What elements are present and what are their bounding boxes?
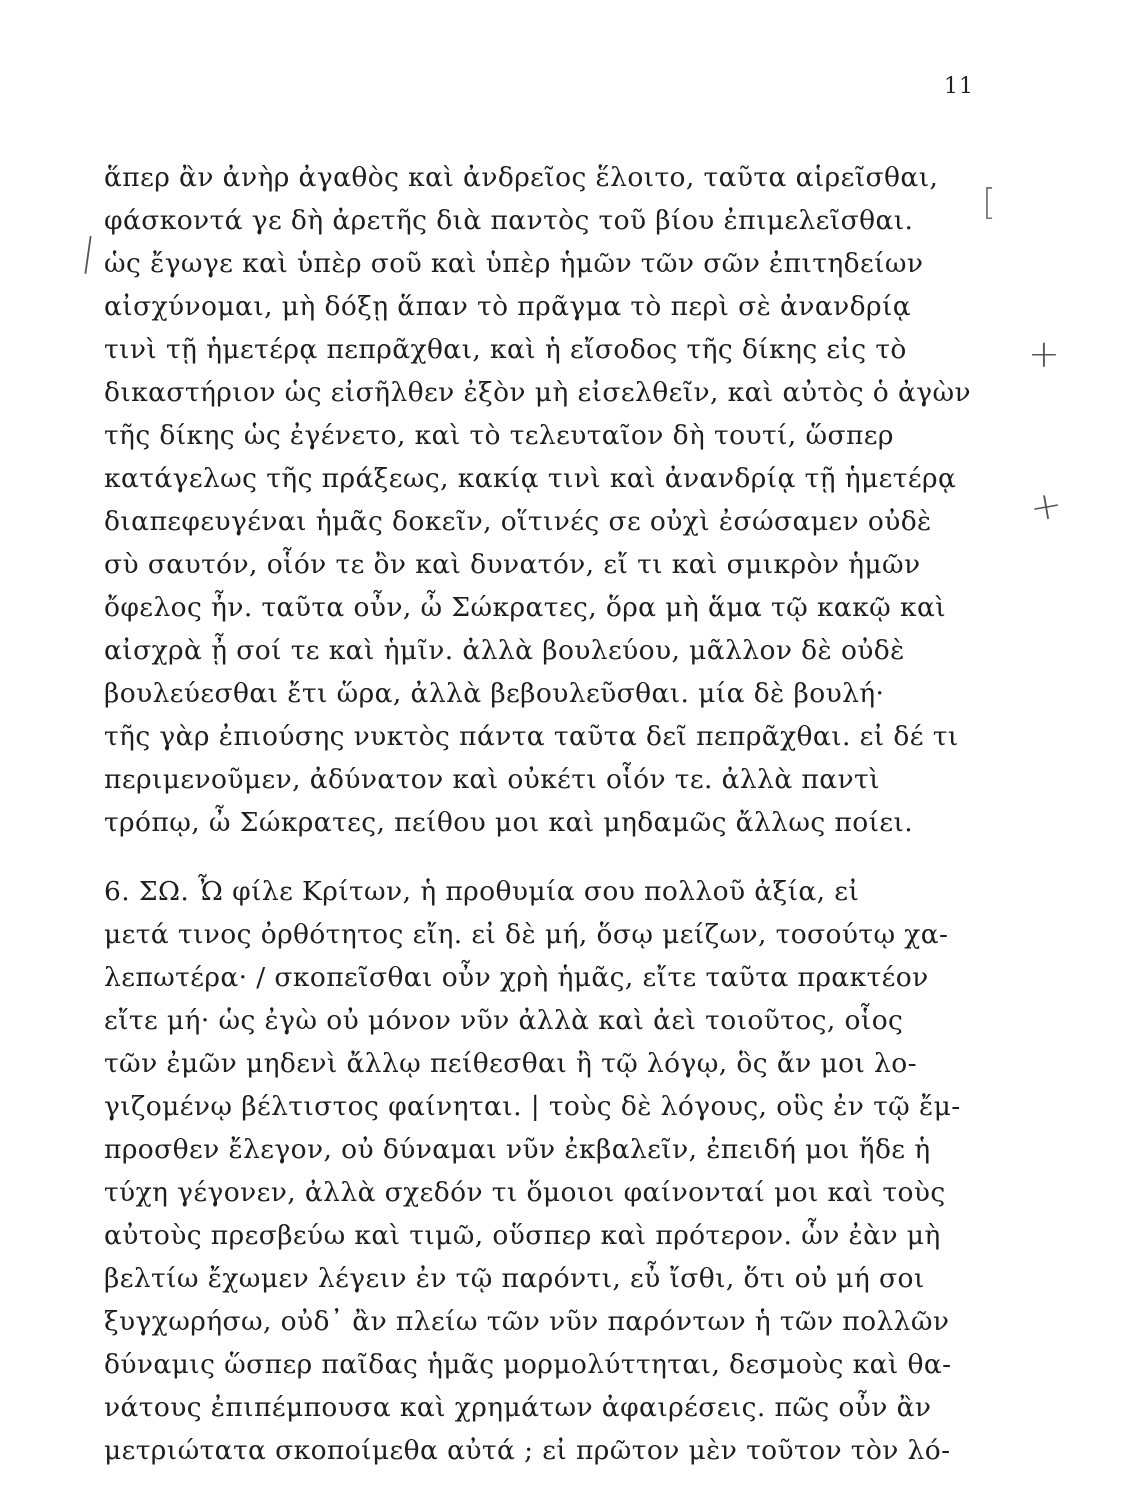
- margin-bar-mark: |: [79, 229, 98, 275]
- text-line-1: ἅπερ ἂν ἀνὴρ ἀγαθὸς καὶ ἀνδρεῖος ἕλοιτο, ταῦτα αἱρεῖσθαι,: [104, 162, 939, 193]
- text-line-20: εἴτε μή· ὡς ἐγὼ οὐ μόνον νῦν ἀλλὰ καὶ ἀεὶ τοιοῦτος, οἷος: [104, 1005, 904, 1036]
- text-line-23: προσθεν ἔλεγον, οὐ δύναμαι νῦν ἐκβαλεῖν, ἐπειδή μοι ἥδε ἡ: [104, 1134, 931, 1165]
- text-line-11: ὄφελος ἦν. ταῦτα οὖν, ὦ Σώκρατες, ὅρα μὴ ἅμα τῷ κακῷ καὶ: [104, 592, 947, 623]
- text-line-15: περιμενοῦμεν, ἀδύνατον καὶ οὐκέτι οἷόν τε. ἀλλὰ παντὶ: [104, 764, 880, 795]
- text-line-5: τινὶ τῇ ἡμετέρᾳ πεπρᾶχθαι, καὶ ἡ εἴσοδος τῆς δίκης εἰς τὸ: [104, 334, 907, 365]
- text-line-8: κατάγελως τῆς πράξεως, κακίᾳ τινὶ καὶ ἀνανδρίᾳ τῇ ἡμετέρᾳ: [104, 463, 957, 494]
- text-line-12: αἰσχρὰ ᾖ σοί τε καὶ ἡμῖν. ἀλλὰ βουλεύου, μᾶλλον δὲ οὐδὲ: [104, 635, 905, 666]
- text-line-14: τῆς γὰρ ἐπιούσης νυκτὸς πάντα ταῦτα δεῖ πεπρᾶχθαι. εἰ δέ τι: [104, 721, 959, 752]
- text-line-10: σὺ σαυτόν, οἷόν τε ὂν καὶ δυνατόν, εἴ τι καὶ σμικρὸν ἡμῶν: [104, 549, 921, 580]
- text-line-6: δικαστήριον ὡς εἰσῆλθεν ἐξὸν μὴ εἰσελθεῖν, καὶ αὐτὸς ὁ ἀγὼν: [104, 377, 972, 408]
- text-line-25: αὐτοὺς πρεσβεύω καὶ τιμῶ, οὕσπερ καὶ πρότερον. ὧν ἐὰν μὴ: [104, 1220, 941, 1251]
- text-line-13: βουλεύεσθαι ἔτι ὥρα, ἀλλὰ βεβουλεῦσθαι. μία δὲ βουλή·: [104, 678, 885, 709]
- text-line-24: τύχη γέγονεν, ἀλλὰ σχεδόν τι ὅμοιοι φαίνονταί μοι καὶ τοὺς: [104, 1177, 946, 1208]
- text-line-3: ὡς ἔγωγε καὶ ὑπὲρ σοῦ καὶ ὑπὲρ ἡμῶν τῶν σῶν ἐπιτηδείων: [104, 248, 924, 279]
- text-line-4: αἰσχύνομαι, μὴ δόξῃ ἅπαν τὸ πρᾶγμα τὸ περὶ σὲ ἀνανδρίᾳ: [104, 291, 912, 322]
- margin-plus-mark: +: [1028, 332, 1060, 376]
- text-line-18: μετά τινος ὀρθότητος εἴη. εἰ δὲ μή, ὅσῳ μείζων, τοσούτῳ χα-: [104, 919, 949, 950]
- text-line-16: τρόπῳ, ὦ Σώκρατες, πείθου μοι καὶ μηδαμῶς ἄλλως ποίει.: [104, 807, 914, 838]
- text-line-19: λεπωτέρα· / σκοπεῖσθαι οὖν χρὴ ἡμᾶς, εἴτε ταῦτα πρακτέον: [104, 962, 929, 993]
- page-number: 11: [944, 74, 974, 99]
- section-6-line-1: 6. ΣΩ. Ὦ φίλε Κρίτων, ἡ προθυμία σου πολλοῦ ἀξία, εἰ: [104, 876, 860, 907]
- text-line-29: νάτους ἐπιπέμπουσα καὶ χρημάτων ἀφαιρέσεις. πῶς οὖν ἂν: [104, 1392, 932, 1423]
- text-line-9: διαπεφευγέναι ἡμᾶς δοκεῖν, οἵτινές σε οὐχὶ ἐσώσαμεν οὐδὲ: [104, 506, 932, 537]
- text-line-28: δύναμις ὥσπερ παῖδας ἡμᾶς μορμολύττηται, δεσμοὺς καὶ θα-: [104, 1349, 952, 1380]
- text-line-7: τῆς δίκης ὡς ἐγένετο, καὶ τὸ τελευταῖον δὴ τουτί, ὥσπερ: [104, 420, 894, 451]
- text-line-22: γιζομένῳ βέλτιστος φαίνηται. | τοὺς δὲ λόγους, οὓς ἐν τῷ ἔμ-: [104, 1091, 961, 1122]
- margin-bracket-mark: [: [982, 182, 997, 223]
- text-line-2: φάσκοντά γε δὴ ἀρετῆς διὰ παντὸς τοῦ βίου ἐπιμελεῖσθαι.: [104, 205, 914, 236]
- text-line-27: ξυγχωρήσω, οὐδ᾽ ἂν πλείω τῶν νῦν παρόντων ἡ τῶν πολλῶν: [104, 1306, 950, 1337]
- text-line-30: μετριώτατα σκοποίμεθα αὐτά ; εἰ πρῶτον μὲν τοῦτον τὸν λό-: [104, 1435, 951, 1466]
- text-line-26: βελτίω ἔχωμεν λέγειν ἐν τῷ παρόντι, εὖ ἴσθι, ὅτι οὐ μή σοι: [104, 1263, 925, 1294]
- margin-plus-mark-2: +: [1026, 481, 1066, 531]
- text-line-21: τῶν ἐμῶν μηδενὶ ἄλλῳ πείθεσθαι ἢ τῷ λόγῳ, ὃς ἄν μοι λο-: [104, 1048, 917, 1079]
